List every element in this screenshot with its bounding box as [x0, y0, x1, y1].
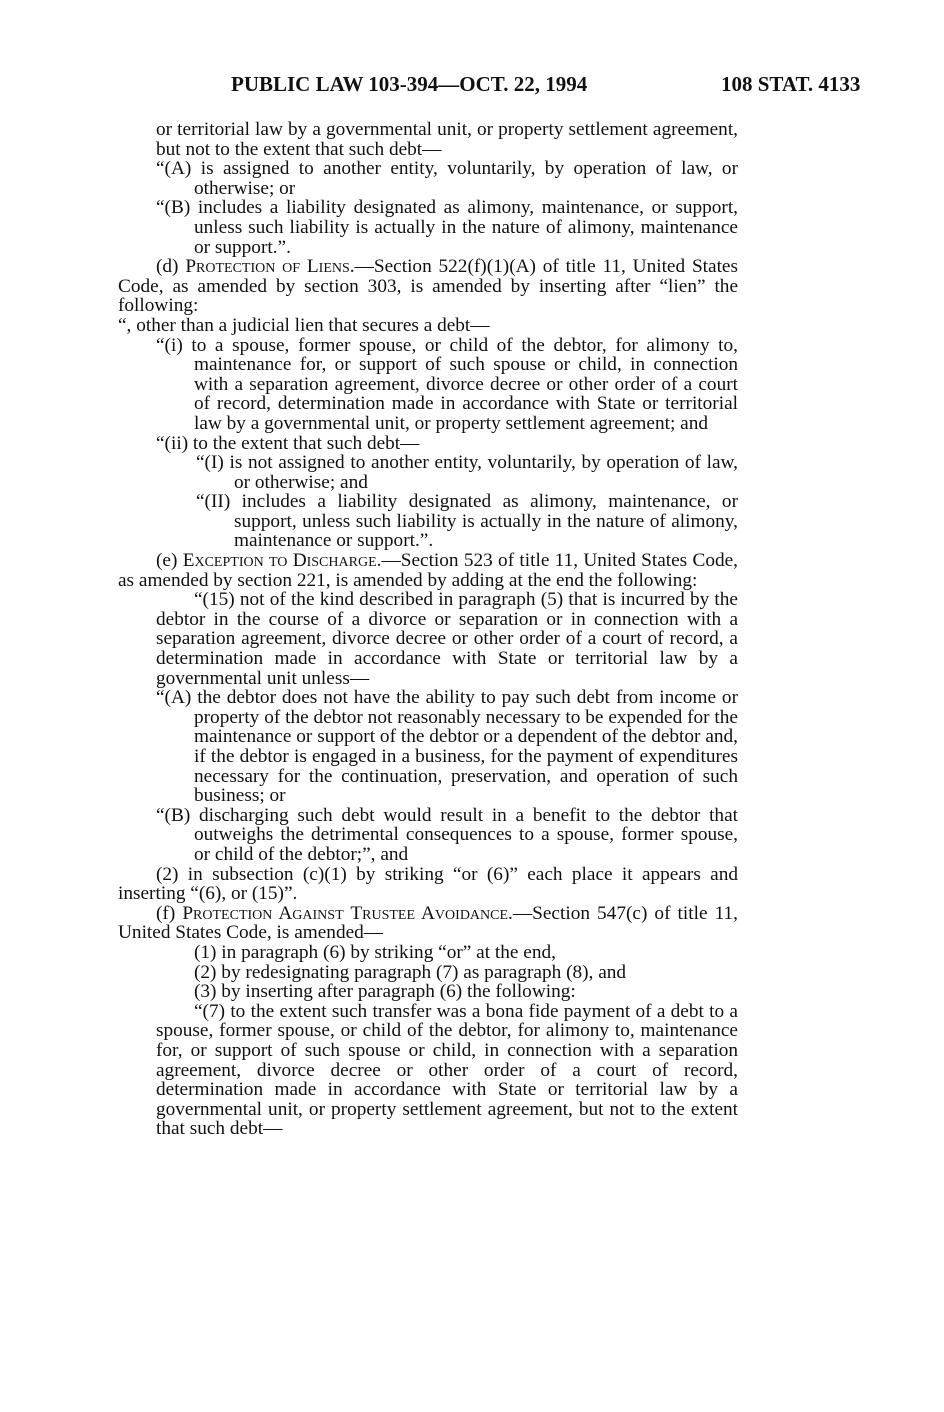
- paragraph: “(B) includes a liability designated as alimony, maintenance, or support, unless such liability is actually in the nature of alimony, maintenance or support.”.: [156, 197, 738, 258]
- paragraph: “(II) includes a liability designated as alimony, maintenance, or support, unless such liability is actually in the nature of alimony, maintenance or support.”.: [196, 491, 738, 552]
- section-paragraph: [118, 904, 738, 943]
- paragraph: “(15) not of the kind described in paragraph (5) that is incurred by the debtor in the course of a divorce or separation or in connection with a separation agreement, divorce decree or other order of a court of record, a determination made in accordance with State or territorial law by a governmental unit unless—: [156, 589, 738, 689]
- page-body: [118, 120, 738, 1139]
- subsection-text: .—Section 547(c) of title 11, United States Code, is amended—: [118, 902, 738, 944]
- paragraph: (2) by redesignating paragraph (7) as paragraph (8), and: [194, 961, 627, 983]
- paragraph: “(7) to the extent such transfer was a bona fide payment of a debt to a spouse, former spouse, or child of the debtor, for alimony to, maintenance for, or support of such spouse or child, in connection with a separation agreement, divorce decree or other order of a court of record, determination made in accordance with State or territorial law by a governmental unit, or property settlement agreement, but not to the extent that such debt—: [156, 1000, 738, 1140]
- subsection-number: (d): [156, 256, 179, 278]
- paragraph: or territorial law by a governmental unit, or property settlement agreement, but not to the extent that such debt—: [156, 119, 738, 160]
- paragraph: “, other than a judicial lien that secures a debt—: [118, 314, 490, 336]
- subsection-number: (f): [156, 902, 176, 924]
- subsection-heading: Protection Against Trustee Avoidance: [182, 902, 509, 924]
- paragraph: “(A) the debtor does not have the ability to pay such debt from income or property of the debtor not reasonably necessary to be expended for the maintenance or support of the debtor or a dependent of the debtor and, if the debtor is engaged in a business, for the payment of expenditures necessary for the continuation, preservation, and operation of such business; or: [156, 687, 738, 807]
- section-paragraph: [118, 257, 738, 316]
- paragraph: “(B) discharging such debt would result in a benefit to the debtor that outweighs the detrimental consequences to a spouse, former spouse, or child of the debtor;”, and: [156, 804, 738, 865]
- law-title: PUBLIC LAW 103-394—OCT. 22, 1994: [231, 72, 588, 96]
- paragraph: “(I) is not assigned to another entity, voluntarily, by operation of law, or otherwise; and: [196, 452, 738, 493]
- stat-citation: 108 STAT. 4133: [721, 72, 861, 96]
- paragraph: (3) by inserting after paragraph (6) the following:: [194, 981, 576, 1003]
- paragraph: “(A) is assigned to another entity, voluntarily, by operation of law, or otherwise; or: [156, 158, 738, 199]
- subsection-text: .—Section 523 of title 11, United States Code, as amended by section 221, is amended by adding at the end the following:: [118, 550, 738, 591]
- paragraph: (1) in paragraph (6) by striking “or” at the end,: [194, 941, 556, 963]
- subsection-heading: Protection of Liens: [185, 256, 350, 278]
- subsection-text: .—Section 522(f)(1)(A) of title 11, United States Code, as amended by section 303, is amended by inserting after “lien” the following:: [118, 256, 738, 317]
- paragraph: (2) in subsection (c)(1) by striking “or (6)” each place it appears and inserting “(6), or (15)”.: [118, 863, 738, 905]
- page-header: [0, 72, 944, 102]
- subsection-number: (e): [156, 550, 178, 572]
- section-paragraph: [118, 551, 738, 590]
- subsection-heading: Exception to Discharge: [182, 550, 377, 572]
- paragraph: “(i) to a spouse, former spouse, or child of the debtor, for alimony to, maintenance for, or support of such spouse or child, in connection with a separation agreement, divorce decree or other order of a court of record, determination made in accordance with State or territorial law by a governmental unit, or property settlement agreement; and: [156, 334, 738, 434]
- paragraph: “(ii) to the extent that such debt—: [156, 432, 420, 454]
